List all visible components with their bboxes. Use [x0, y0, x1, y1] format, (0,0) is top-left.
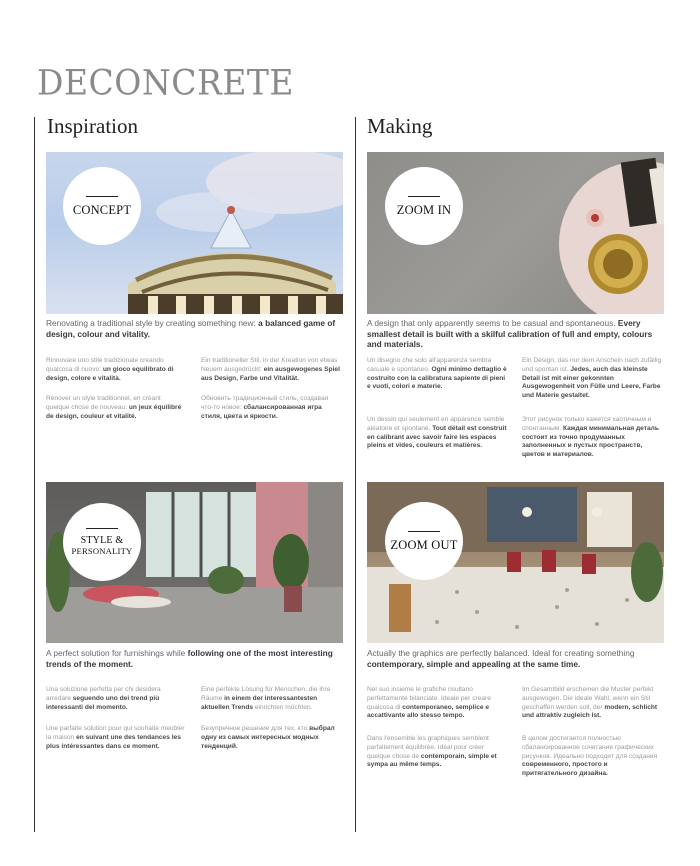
style-lead-bold: following one of the most interesting trends of the moment.: [46, 648, 333, 669]
zoom-in-fr-plain: Un dessin qui seulement en apparence semble aléatoire et spontané.: [367, 416, 505, 432]
concept-it-plain: Rinnovare uno stile tradizionale creando qualcosa di nuovo:: [46, 357, 164, 373]
concept-lead-bold: a balanced game of design, colour and vitality.: [46, 318, 336, 339]
style-fr-plain: Une parfaite solution pour qui souhaite meubler la maison: [46, 725, 185, 741]
style-ru: [201, 725, 341, 751]
zoom-in-fr: [367, 416, 507, 451]
concept-ru: [201, 395, 341, 421]
zoom-out-ru-plain: В целом достигается полностью сбалансированное сочетание графических рисунков. Идеально подходит для создания: [522, 735, 658, 760]
zoom-out-badge: [385, 502, 463, 580]
concept-photo: [46, 152, 343, 314]
style-de-bold: in einem der interessantesten aktuellen Trends: [201, 694, 318, 711]
concept-lead: [46, 318, 336, 339]
zoom-in-it: [367, 357, 507, 392]
style-it: [46, 686, 186, 712]
concept-ru-plain: Обновить традиционный стиль, создавая что-то новое:: [201, 395, 329, 411]
zoom-out-ru: [522, 735, 662, 779]
concept-fr-plain: Rénover un style traditionnel, en créant quelque chose de nouveau:: [46, 395, 161, 411]
style-personality-photo: [46, 482, 343, 643]
zoom-in-ru: [522, 416, 662, 460]
zoom-out-photo: [367, 482, 664, 643]
concept-de-plain: Ein traditioneller Stil, in der Kreation von etwas Neuem ausgedrückt:: [201, 357, 338, 373]
zoom-in-de-plain: Ein Design, das nur dem Anschein nach zufällig und spontan ist.: [522, 357, 662, 373]
zoom-out-it-bold: contemporaneo, semplice e accattivante allo stesso tempo.: [367, 703, 490, 720]
zoom-in-photo: [367, 152, 664, 314]
zoom-in-fr-bold: Tout détail est construit en calibrant avec savoir faire les espaces pleins et vides, couleurs et matières.: [367, 424, 507, 450]
style-ru-plain: Безупречное решение для тех, кто: [201, 725, 310, 732]
zoom-in-lead-plain: A design that only apparently seems to be casual and spontaneous.: [367, 318, 618, 328]
zoom-in-lead: [367, 318, 664, 350]
concept-it-bold: un gioco equilibrato di design, colore e vitalità.: [46, 365, 174, 382]
concept-badge: [63, 167, 141, 245]
zoom-in-lead-bold: Every smallest detail is built with a skilful calibration of full and empty, colours and materials.: [367, 318, 653, 350]
zoom-out-it-plain: Nel suo insieme le grafiche risultano perfettamente bilanciate. Ideale per creare qualcosa di: [367, 686, 491, 711]
concept-de-bold: ein ausgewogenes Spiel aus Design, Farbe und Vitalität.: [201, 365, 340, 382]
zoom-in-ru-bold: Каждая минимальная деталь состоит из точно продуманных заполненных и пустых пространств, цветов и материалов.: [522, 424, 659, 459]
zoom-in-badge-label: ZOOM IN: [396, 202, 452, 217]
style-de-plain: Eine perfekte Lösung für Menschen, die ihre Räume: [201, 686, 331, 702]
right-column-rule: [355, 117, 356, 832]
style-ru-bold: выбрал одну из самых интересных модных тенденций.: [201, 725, 335, 750]
zoom-in-ru-plain: Этот рисунок только кажется хаотичным и спонтанным.: [522, 416, 652, 432]
zoom-out-fr-plain: Dans l'ensemble les graphiques semblent parfaitement équilibrée. Idéal pour créer quelque chose de: [367, 735, 489, 760]
style-badge-line1: STYLE &: [80, 535, 124, 547]
badge-rule: [86, 528, 118, 529]
section-title-inspiration: Inspiration: [47, 114, 138, 138]
style-de: [201, 686, 341, 712]
style-personality-badge: [63, 503, 141, 581]
zoom-in-de: [522, 357, 662, 401]
zoom-out-lead: [367, 648, 664, 669]
badge-rule: [408, 196, 440, 197]
zoom-in-de-bold: Jedes, auch das kleinste Detail ist mit einer gekonnten Ausgewogenheit von Fülle und Leere, Farbe und Materie gestaltet.: [522, 365, 661, 400]
zoom-in-it-plain: Un disegno che solo all'apparenza sembra casuale e spontaneo.: [367, 357, 492, 373]
style-de-tail: einrichten möchten.: [253, 703, 313, 711]
zoom-out-fr: [367, 735, 507, 770]
zoom-out-it: [367, 686, 507, 721]
style-lead-plain: A perfect solution for furnishings while: [46, 648, 188, 658]
zoom-out-fr-bold: contemporain, simple et sympa au même temps.: [367, 752, 497, 769]
concept-lead-plain: Renovating a traditional style by creating something new:: [46, 318, 259, 328]
badge-rule: [408, 531, 440, 532]
style-it-bold: seguendo uno dei trend più interessanti del momento.: [46, 694, 160, 711]
concept-de: [201, 357, 341, 383]
style-fr: [46, 725, 186, 751]
concept-fr: [46, 395, 186, 421]
zoom-out-ru-bold: современного, простого и притягательного дизайна.: [522, 761, 608, 778]
concept-badge-label: CONCEPT: [72, 202, 132, 217]
brand-logo: DECONCRETE: [37, 62, 295, 103]
zoom-out-lead-plain: Actually the graphics are perfectly balanced. Ideal for creating something: [367, 648, 635, 658]
style-lead: [46, 648, 336, 669]
section-title-making: Making: [367, 114, 433, 138]
concept-fr-bold: un jeux équilibré de design, couleur et vitalité.: [46, 403, 182, 420]
left-column-rule: [34, 117, 35, 832]
zoom-in-badge: [385, 167, 463, 245]
zoom-out-lead-bold: contemporary, simple and appealing at the same time.: [367, 658, 581, 669]
concept-it: [46, 357, 186, 383]
style-it-plain: Una soluzione perfetta per chi desidera arredare: [46, 686, 161, 702]
zoom-out-de-plain: Im Gesamtbild erscheinen die Muster perfekt ausgewogen. Die ideale Wahl, wenn ein Stil geschaffen werden soll, der: [522, 686, 654, 711]
style-fr-bold: en suivant une des tendances les plus intéressantes dans ce moment.: [46, 733, 181, 750]
zoom-out-de: [522, 686, 662, 721]
style-badge-line2: PERSONALITY: [71, 545, 133, 556]
concept-ru-bold: сбалансированная игра стиля, цвета и яркости.: [201, 403, 322, 420]
zoom-out-de-bold: modern, schlicht und attraktiv zugleich ist.: [522, 703, 658, 720]
zoom-out-badge-label: ZOOM OUT: [390, 537, 458, 552]
zoom-in-it-bold: Ogni minimo dettaglio è costruito con la calibratura sapiente di pieni e vuoti, colori e materie.: [367, 365, 507, 391]
badge-rule: [86, 196, 118, 197]
